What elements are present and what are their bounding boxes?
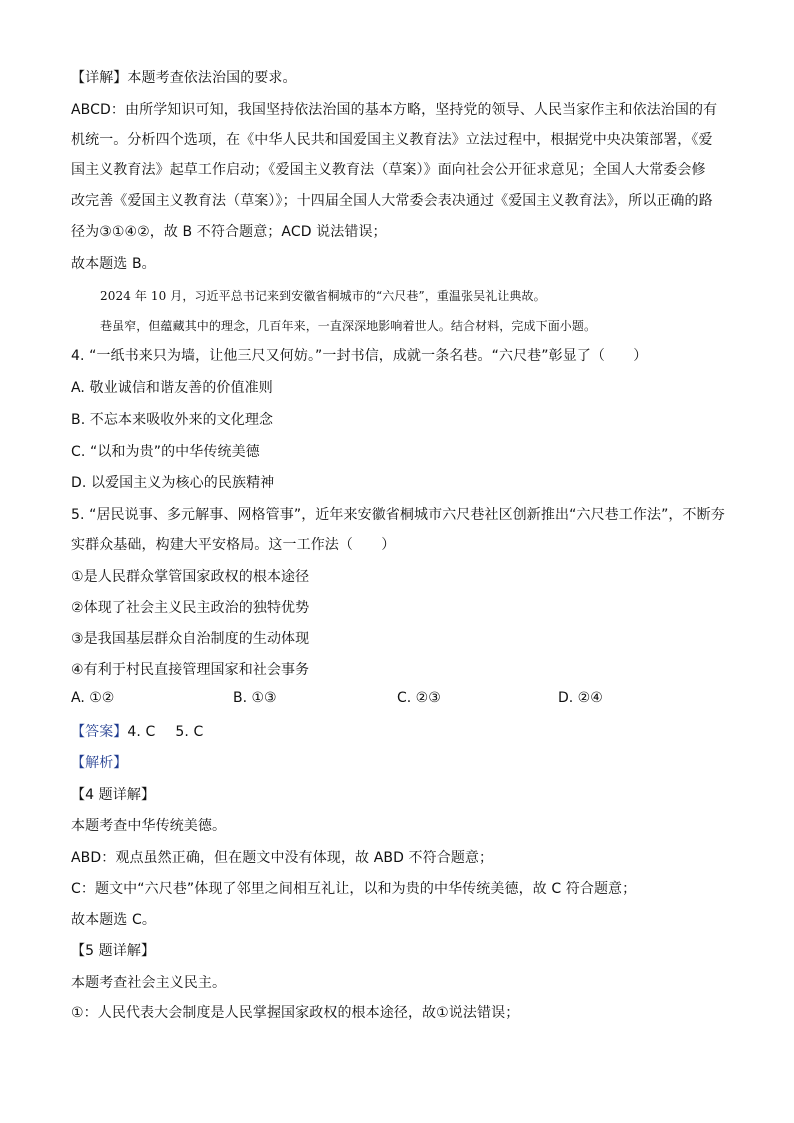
explanation-line: 改完善《爱国主义教育法（草案）》；十四届全国人大常委会表决通过《爱国主义教育法》，所以正确的路 [71,193,713,209]
q5-options [71,690,731,710]
q4-detail-line: ABD：观点虽然正确，但在题文中没有体现，故 ABD 不符合题意； [71,850,494,866]
explanation-line: 国主义教育法》起草工作启动；《爱国主义教育法（草案）》面向社会公开征求意见；全国人大常委会修 [71,162,706,178]
q5-statement-4: ④有利于村民直接管理国家和社会事务 [71,662,310,678]
q5-option-b: B. ①③ [233,690,277,706]
detail-heading: 【详解】本题考查依法治国的要求。 [71,70,297,86]
question-4: 4. “一纸书来只为墙，让他三尺又何妨。”一封书信，成就一条名巷。“六尺巷”彰显了（ ） [71,348,648,364]
q4-detail-line: C：题文中“六尺巷”体现了邻里之间相互礼让，以和为贵的中华传统美德，故 C 符合题意； [71,881,637,897]
q5-detail-heading: 【5 题详解】 [71,943,156,959]
question-5: 5. “居民说事、多元解事、网格管事”，近年来安徽省桐城市六尺巷社区创新推出“六尺巷工作法”，不断夯 [71,507,725,523]
answer-5: 5. C [175,724,204,740]
question-5-cont: 实群众基础，构建大平安格局。这一工作法（ ） [71,537,396,553]
q5-statement-3: ③是我国基层群众自治制度的生动体现 [71,631,310,647]
q5-option-d: D. ②④ [558,690,603,706]
q4-option-a: A. 敬业诚信和谐友善的价值准则 [71,380,273,396]
analysis-label: 【解析】 [71,755,128,771]
q4-option-c: C. “以和为贵”的中华传统美德 [71,444,260,460]
passage-line: 巷虽窄，但蕴藏其中的理念，几百年来，一直深深地影响着世人。结合材料，完成下面小题。 [100,319,597,333]
explanation-line: ABCD：由所学知识可知，我国坚持依法治国的基本方略，坚持党的领导、人民当家作主和依法治国的有 [71,102,718,118]
answer-line [71,722,731,742]
q5-detail-line: 本题考查社会主义民主。 [71,975,227,991]
q4-option-b: B. 不忘本来吸收外来的文化理念 [71,412,274,428]
q5-detail-line: ①：人民代表大会制度是人民掌握国家政权的根本途径，故①说法错误； [71,1005,520,1021]
q5-statement-1: ①是人民群众掌管国家政权的根本途径 [71,569,310,585]
conclusion-line: 故本题选 B。 [71,256,156,272]
passage-line: 2024 年 10 月，习近平总书记来到安徽省桐城市的“六尺巷”，重温张吴礼让典故。 [100,289,546,303]
answer-label: 【答案】 [71,724,128,740]
q4-detail-heading: 【4 题详解】 [71,787,156,803]
q5-statement-2: ②体现了社会主义民主政治的独特优势 [71,600,310,616]
explanation-line: 机统一。分析四个选项，在《中华人民共和国爱国主义教育法》立法过程中，根据党中央决策部署，《爱 [71,132,713,148]
answer-4: 4. C [127,724,156,740]
q4-option-d: D. 以爱国主义为核心的民族精神 [71,475,275,491]
explanation-line: 径为③①④②，故 B 不符合题意；ACD 说法错误； [71,224,387,240]
q5-option-c: C. ②③ [397,690,441,706]
q4-detail-line: 故本题选 C。 [71,912,156,928]
q5-option-a: A. ①② [71,690,115,706]
q4-detail-line: 本题考查中华传统美德。 [71,818,227,834]
